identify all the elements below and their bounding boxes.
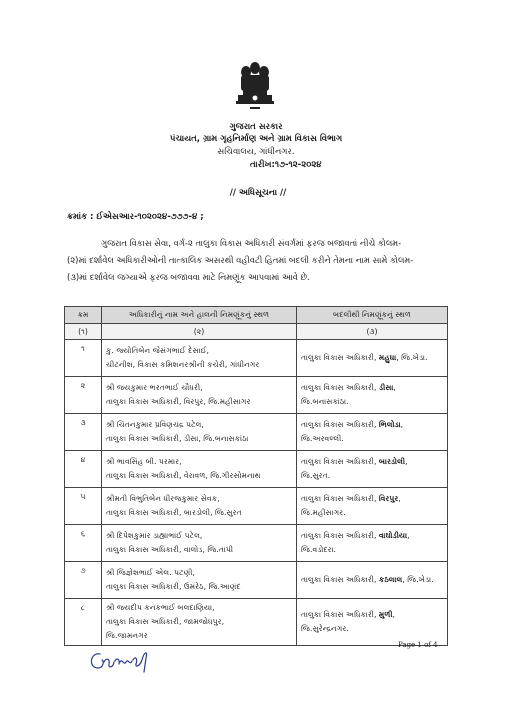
new-posting-district: જિ.અરવલ્લી.	[301, 434, 344, 443]
new-posting-cell	[297, 488, 448, 525]
column-header-new-posting: બદલીથી નિમણૂંકનું સ્થળ	[297, 307, 448, 324]
new-posting-cell	[297, 340, 448, 377]
new-posting-suffix: ,	[405, 457, 408, 466]
serial-number: ૨	[65, 377, 102, 414]
new-posting-district: જિ.સુરેન્દ્રનગર.	[301, 624, 349, 633]
government-name: ગુજરાત સરકાર	[229, 122, 283, 132]
new-posting-district: જિ.સુરત.	[301, 471, 331, 480]
column-number: (૨)	[102, 324, 297, 340]
column-header-serial: ક્રમ	[65, 307, 102, 324]
new-posting-place: મુળી	[378, 610, 393, 619]
table-row	[65, 451, 448, 488]
table-row	[65, 340, 448, 377]
table-row	[65, 599, 448, 646]
current-posting-cell	[102, 525, 297, 562]
serial-number: ૧	[65, 340, 102, 377]
new-posting-place: ભિલોડા	[378, 420, 401, 429]
new-posting-suffix: ,	[393, 383, 396, 392]
serial-number: ૭	[65, 562, 102, 599]
current-posting: તાલુકા વિકાસ અધિકારી, વાલોડ, જિ.તાપી	[106, 545, 234, 554]
current-posting-cell	[102, 599, 297, 646]
office-address: સચિવાલય, ગાંધીનગર.	[217, 147, 295, 157]
table-row	[65, 488, 448, 525]
column-number-row	[65, 324, 448, 340]
current-posting-cell	[102, 340, 297, 377]
new-posting-prefix: તાલુકા વિકાસ અધિકારી,	[301, 457, 379, 466]
new-posting-place: કઠલાલ	[378, 575, 403, 584]
new-posting-suffix: ,	[407, 531, 410, 540]
new-posting-place: મહુધા	[378, 353, 397, 362]
officer-name: શ્રી જયદીપ કનકભાઈ બલદાણિયા,	[106, 603, 215, 612]
officer-name: કુ. જ્યોતિબેન જેસંગભાઈ દેસાઈ,	[106, 346, 209, 355]
new-posting-suffix: ,	[400, 420, 404, 429]
officer-name: શ્રી ભાવસિંહ બી. પરમાર,	[106, 457, 182, 466]
serial-number: ૬	[65, 525, 102, 562]
new-posting-prefix: તાલુકા વિકાસ અધિકારી,	[301, 575, 379, 584]
page-number: Page 1 of 4	[398, 641, 438, 649]
table-row	[65, 414, 448, 451]
new-posting-prefix: તાલુકા વિકાસ અધિકારી,	[301, 353, 379, 362]
transfer-table	[64, 306, 448, 646]
new-posting-prefix: તાલુકા વિકાસ અધિકારી,	[301, 610, 379, 619]
body-line: ગુજરાત વિકાસ સેવા, વર્ગ-૨ તાલુકા વિકાસ અધિકારી સંવર્ગમાં ફરજ બજાવતાં નીચે કોલમ-	[101, 238, 402, 248]
column-number: (૩)	[297, 324, 448, 340]
new-posting-suffix: ,	[398, 494, 401, 503]
serial-number: ૩	[65, 414, 102, 451]
new-posting-cell	[297, 562, 448, 599]
current-posting-cell	[102, 451, 297, 488]
current-posting: તાલુકા વિકાસ અધિકારી, બારડોલી, જિ.સુરત	[106, 508, 242, 517]
officer-name: શ્રી ચિંતનકુમાર પ્રવિણચંદ્ર પટેલ,	[106, 420, 204, 429]
current-posting: તાલુકા વિકાસ અધિકારી, વિરપુર, જિ.મહીસાગર	[106, 397, 251, 406]
table-header-row	[65, 307, 448, 324]
column-header-officer: અધિકારીનું નામ અને હાલની નિમણૂંકનું સ્થળ	[102, 307, 297, 324]
table-row	[65, 377, 448, 414]
new-posting-suffix: , જિ.ખેડા.	[396, 353, 428, 362]
table-row	[65, 562, 448, 599]
department-name: પંચાયત, ગ્રામ ગૃહનિર્માણ અને ગ્રામ વિકાસ વિભાગ	[169, 134, 343, 144]
serial-number: ૪	[65, 451, 102, 488]
current-posting-cell	[102, 562, 297, 599]
table-row	[65, 525, 448, 562]
new-posting-place: ડીસા	[378, 383, 394, 392]
body-line: (૩)માં દર્શાવેલ જગ્યાએ ફરજ બજાવવા માટે નિમણૂંક આપવામાં આવે છે.	[67, 272, 310, 282]
column-number: (૧)	[65, 324, 102, 340]
current-posting-district: જિ.જામનગર	[106, 631, 148, 640]
new-posting-cell	[297, 377, 448, 414]
serial-number: ૫	[65, 488, 102, 525]
national-emblem-icon	[226, 58, 284, 120]
new-posting-suffix: , જિ.ખેડા.	[402, 575, 434, 584]
officer-name: શ્રી જયકુમાર ભરતભાઈ ચૌધરી,	[106, 383, 203, 392]
current-posting: તાલુકા વિકાસ અધિકારી, જામજોધપુર,	[106, 617, 225, 626]
serial-number: ૮	[65, 599, 102, 646]
new-posting-prefix: તાલુકા વિકાસ અધિકારી,	[301, 383, 379, 392]
current-posting-cell	[102, 414, 297, 451]
new-posting-cell	[297, 451, 448, 488]
new-posting-cell	[297, 599, 448, 646]
current-posting: ચીટનીશ, વિકાસ કમિશનરશ્રીની કચેરી, ગાંધીનગર	[106, 360, 260, 369]
current-posting-cell	[102, 488, 297, 525]
handwritten-signature	[86, 646, 158, 676]
reference-number: ક્રમાંક : ઈએસઆર-૧૦૨૦૨૪-૭૭૭-૪ ;	[67, 212, 204, 222]
new-posting-prefix: તાલુકા વિકાસ અધિકારી,	[301, 420, 379, 429]
new-posting-place: વિરપુર	[378, 494, 399, 503]
new-posting-cell	[297, 525, 448, 562]
notification-title: // અધિસૂચના //	[229, 188, 287, 198]
new-posting-district: જિ.વડોદરા.	[301, 545, 336, 554]
current-posting: તાલુકા વિકાસ અધિકારી, ડીસા, જિ.બનાસકાંઠા	[106, 434, 249, 443]
officer-name: શ્રી દિપેશકુમાર ડાહ્યાભાઈ પટેલ,	[106, 531, 203, 540]
current-posting: તાલુકા વિકાસ અધિકારી, વેરાવળ, જિ.ગીરસોમનાથ	[106, 471, 261, 480]
new-posting-prefix: તાલુકા વિકાસ અધિકારી,	[301, 494, 379, 503]
officer-name: શ્રી જિજ્ઞેશભાઈ એલ. પટણી,	[106, 568, 195, 577]
current-posting: તાલુકા વિકાસ અધિકારી, ઉમરેઠ, જિ.આણંદ	[106, 582, 241, 591]
new-posting-place: વાઘોડીયા	[378, 531, 408, 540]
body-line: (૨)માં દર્શાવેલ અધિકારીઓની તાત્કાલિક અસરથી વહીવટી હિતમાં બદલી કરીને તેમના નામ સામે કોલમ-	[67, 255, 414, 265]
new-posting-cell	[297, 414, 448, 451]
current-posting-cell	[102, 377, 297, 414]
new-posting-district: જિ.બનાસકાંઠા.	[301, 397, 349, 406]
body-paragraph	[67, 235, 449, 286]
new-posting-district: જિ.મહીસાગર.	[301, 508, 346, 517]
new-posting-prefix: તાલુકા વિકાસ અધિકારી,	[301, 531, 379, 540]
new-posting-suffix: ,	[392, 610, 395, 619]
officer-name: શ્રીમતી વિભુતિબેન ધીરજકુમાર સેવક,	[106, 494, 220, 503]
order-date: તારીખ:૧૭-૧૨-૨૦૨૪	[250, 160, 322, 170]
new-posting-place: બારડોલી	[378, 457, 406, 466]
